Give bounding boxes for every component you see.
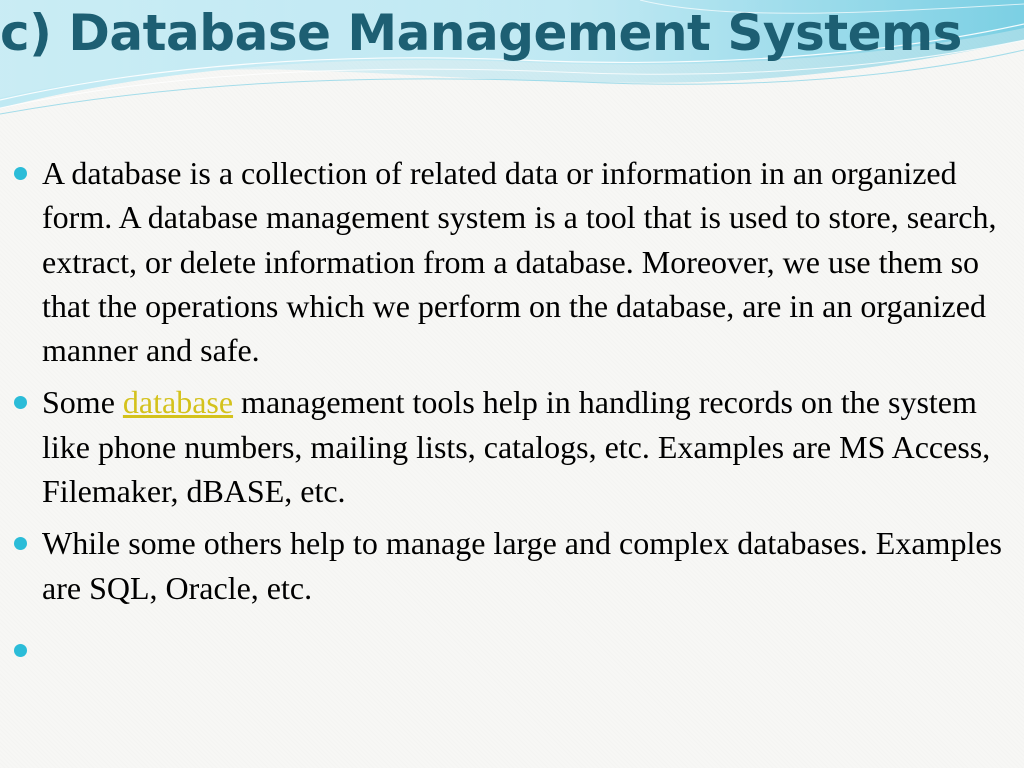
bullet-item [14,151,1014,372]
bullet-icon [14,396,27,409]
bullet-item [14,521,1014,610]
bullet-icon [14,644,27,657]
bullet-text: While some others help to manage large and complex databases. Examples are SQL, Oracle, etc. [42,525,1002,606]
bullet-item [14,380,1014,513]
bullet-list [14,151,1014,670]
bullet-icon [14,167,27,180]
bullet-text-before-link: Some [42,384,123,421]
bullet-icon [14,537,27,550]
slide-title: c) Database Management Systems [0,4,962,62]
bullet-text: A database is a collection of related data or information in an organized form. A database management system is a tool that is used to store, search, extract, or delete information from a database. Moreover, we use them so that the operations which we perform on the database, are in an organized manner and safe. [42,155,997,369]
bullet-text-after-link: management tools help in handling records on the system like phone numbers, mailing lists, catalogs, etc. Examples are MS Access, Filemaker, dBASE, etc. [42,384,991,510]
bullet-item-empty [14,618,1014,662]
database-link[interactable]: database [122,384,234,421]
